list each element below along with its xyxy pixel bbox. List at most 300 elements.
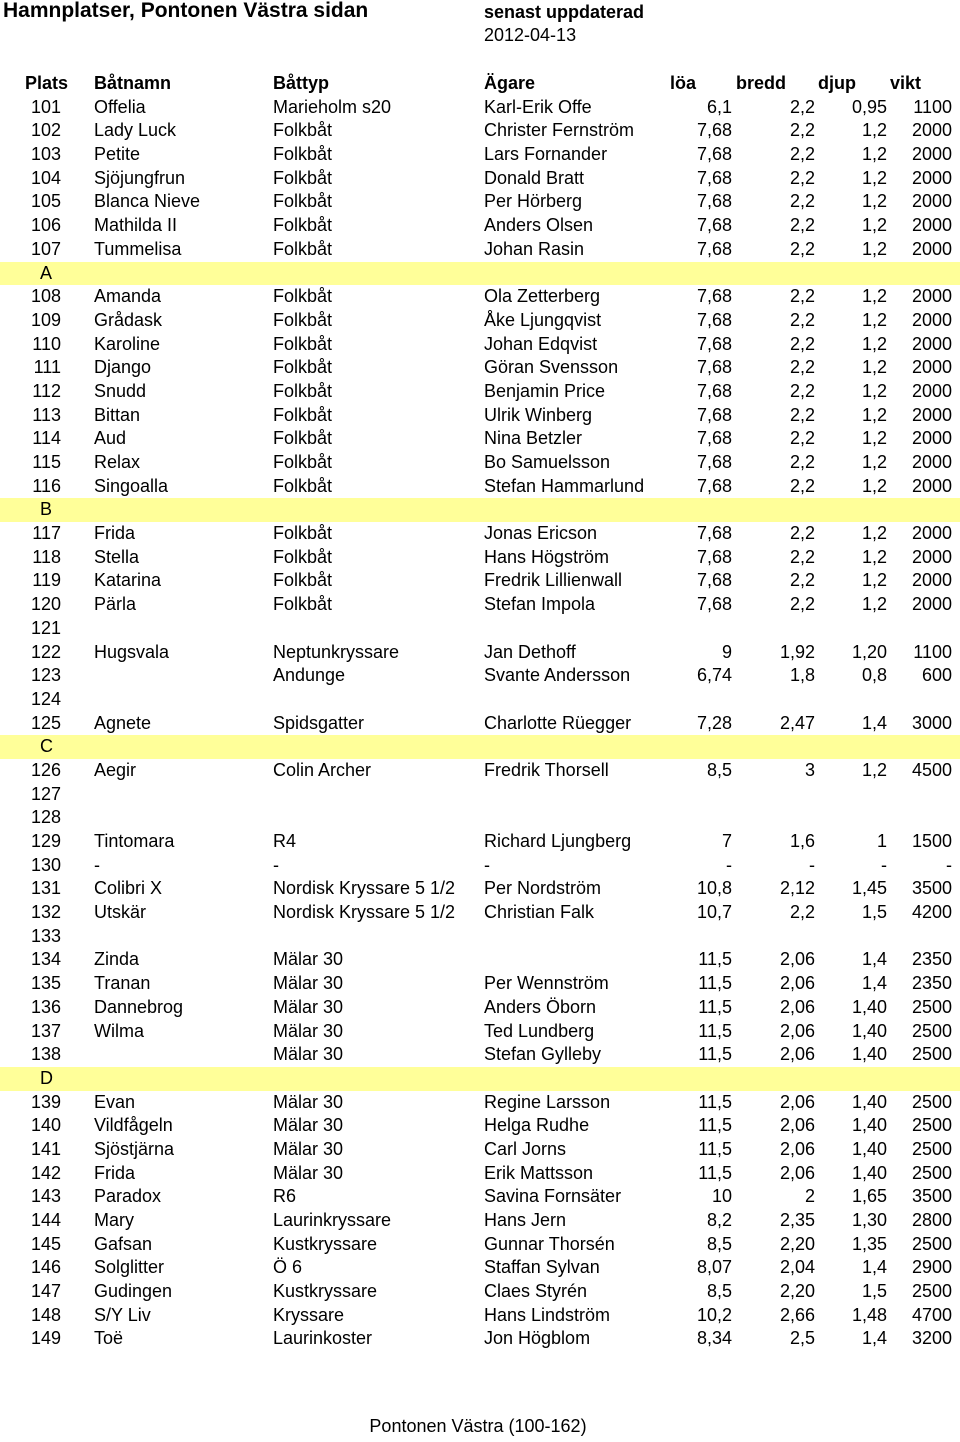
section-label: C: [40, 736, 53, 757]
table-row: [0, 475, 960, 499]
cell-plats: 143: [30, 1186, 61, 1207]
cell-owner: Claes Styrén: [484, 1281, 588, 1302]
cell-vikt: 2500: [911, 1281, 952, 1302]
cell-owner: Ted Lundberg: [484, 1020, 595, 1041]
cell-boat: Dannebrog: [94, 996, 184, 1017]
cell-plats: 102: [30, 120, 61, 141]
cell-vikt: 2000: [911, 357, 952, 378]
cell-djup: 1,48: [851, 1304, 887, 1325]
page-title: Hamnplatser, Pontonen Västra sidan: [3, 0, 369, 22]
cell-vikt: 2000: [911, 475, 952, 496]
cell-djup: 0,8: [861, 665, 887, 686]
cell-plats: 140: [30, 1115, 61, 1136]
cell-owner: Helga Rudhe: [484, 1115, 590, 1136]
cell-bredd: 2,20: [779, 1233, 815, 1254]
cell-boat: Agnete: [94, 712, 152, 733]
cell-vikt: 4200: [911, 902, 952, 923]
cell-boat: Vildfågeln: [94, 1115, 173, 1136]
cell-bredd: 2,2: [789, 96, 815, 117]
cell-owner: Stefan Impola: [484, 594, 596, 615]
table-row: [0, 1138, 960, 1162]
cell-owner: Hans Högström: [484, 546, 610, 567]
cell-djup: 1,2: [861, 238, 887, 259]
cell-boat: S/Y Liv: [94, 1304, 151, 1325]
cell-type: Folkbåt: [273, 594, 333, 615]
cell-loa: 7,68: [696, 404, 732, 425]
cell-owner: Richard Ljungberg: [484, 831, 632, 851]
cell-vikt: 600: [921, 665, 952, 686]
cell-loa: 7,68: [696, 167, 732, 188]
section-row: [0, 735, 960, 759]
cell-djup: 1: [876, 831, 887, 851]
cell-plats: 106: [30, 215, 61, 236]
cell-type: R4: [273, 831, 297, 851]
cell-vikt: 2000: [911, 167, 952, 188]
cell-boat: Karoline: [94, 333, 161, 354]
table-row: [0, 1280, 960, 1304]
cell-vikt: 2500: [911, 1138, 952, 1159]
cell-vikt: 3200: [911, 1328, 952, 1349]
section-label: A: [40, 262, 53, 283]
cell-bredd: 2,06: [779, 1044, 815, 1065]
cell-bredd: 2,06: [779, 1162, 815, 1183]
cell-owner: Johan Rasin: [484, 238, 585, 259]
cell-vikt: 4700: [911, 1304, 952, 1325]
cell-type: Folkbåt: [273, 120, 333, 141]
cell-vikt: 2000: [911, 120, 952, 141]
cell-vikt: 2000: [911, 452, 952, 472]
cell-boat: Tummelisa: [94, 238, 182, 259]
cell-loa: 8,2: [706, 1210, 732, 1230]
table-row: [0, 404, 960, 428]
cell-vikt: 2000: [911, 570, 952, 591]
cell-plats: 135: [30, 973, 61, 994]
cell-djup: 0,95: [851, 96, 887, 117]
cell-plats: 111: [33, 357, 61, 378]
cell-loa: 7,68: [696, 570, 732, 591]
cell-djup: 1,2: [861, 594, 887, 615]
cell-vikt: 3500: [911, 878, 952, 899]
cell-bredd: 1,8: [789, 665, 815, 686]
cell-vikt: 2500: [911, 1044, 952, 1065]
cell-owner: Carl Jorns: [484, 1138, 567, 1159]
cell-boat: -: [94, 854, 100, 875]
cell-plats: 128: [30, 807, 61, 828]
cell-djup: 1,2: [861, 380, 887, 401]
cell-bredd: 2,5: [789, 1328, 815, 1349]
cell-boat: Stella: [94, 546, 140, 567]
cell-type: Mälar 30: [273, 1020, 344, 1041]
table-row: [0, 427, 960, 451]
cell-type: Nordisk Kryssare 5 1/2: [273, 878, 456, 899]
cell-plats: 108: [30, 286, 61, 307]
cell-owner: -: [484, 854, 490, 875]
cell-loa: 7,68: [696, 238, 732, 259]
cell-djup: 1,40: [851, 996, 887, 1017]
cell-owner: Erik Mattsson: [484, 1162, 594, 1183]
cell-loa: 7,68: [696, 191, 732, 212]
cell-type: Folkbåt: [273, 380, 333, 401]
cell-plats: 145: [30, 1233, 61, 1254]
cell-vikt: 2500: [911, 1115, 952, 1136]
cell-owner: Stefan Hammarlund: [484, 475, 645, 496]
table-row: [0, 167, 960, 191]
cell-plats: 112: [32, 380, 61, 401]
table-header: [0, 72, 960, 96]
cell-owner: Lars Fornander: [484, 144, 608, 165]
cell-loa: -: [726, 854, 732, 875]
cell-djup: -: [881, 854, 887, 875]
header-boat-name: Båtnamn: [94, 73, 172, 93]
cell-bredd: 1,92: [779, 641, 815, 662]
table-row: [0, 1327, 960, 1351]
cell-plats: 130: [30, 854, 61, 875]
cell-plats: 124: [30, 688, 61, 709]
cell-djup: 1,2: [861, 759, 887, 780]
cell-type: Folkbåt: [273, 309, 333, 330]
cell-djup: 1,2: [861, 452, 887, 472]
table-row: [0, 830, 960, 854]
cell-djup: 1,40: [851, 1115, 887, 1136]
cell-type: Colin Archer: [273, 759, 372, 780]
cell-djup: 1,40: [851, 1091, 887, 1112]
cell-djup: 1,2: [861, 120, 887, 141]
cell-plats: 116: [32, 475, 61, 496]
table-row: [0, 1114, 960, 1138]
cell-boat: Zinda: [94, 949, 140, 970]
cell-vikt: 2000: [911, 380, 952, 401]
section-row: [0, 1067, 960, 1091]
cell-bredd: 2,2: [789, 428, 815, 449]
cell-djup: 1,2: [861, 333, 887, 354]
cell-type: Folkbåt: [273, 191, 333, 212]
cell-vikt: 2000: [911, 144, 952, 165]
cell-djup: 1,2: [861, 357, 887, 378]
cell-plats: 136: [30, 996, 61, 1017]
cell-owner: Hans Jern: [484, 1210, 567, 1230]
table-row: [0, 1185, 960, 1209]
cell-owner: Ola Zetterberg: [484, 286, 601, 307]
cell-boat: Utskär: [94, 902, 147, 923]
cell-boat: Snudd: [94, 380, 147, 401]
cell-plats: 123: [30, 665, 61, 686]
cell-vikt: 2350: [911, 973, 952, 994]
cell-boat: Aegir: [94, 759, 137, 780]
table-row: [0, 143, 960, 167]
cell-plats: 133: [30, 925, 61, 946]
cell-plats: 147: [30, 1281, 61, 1302]
cell-boat: Colibri X: [94, 878, 163, 899]
cell-loa: 10,8: [696, 878, 732, 899]
cell-loa: 11,5: [698, 949, 732, 970]
cell-bredd: 2,2: [789, 902, 815, 923]
cell-bredd: 2,2: [789, 144, 815, 165]
cell-owner: Ulrik Winberg: [484, 404, 593, 425]
cell-vikt: 3500: [911, 1186, 952, 1207]
cell-loa: 8,07: [696, 1257, 732, 1278]
cell-vikt: 1500: [911, 831, 952, 851]
cell-vikt: 2000: [911, 286, 952, 307]
cell-boat: Paradox: [94, 1186, 162, 1207]
cell-loa: 7,68: [696, 594, 732, 615]
cell-plats: 134: [30, 949, 61, 970]
cell-bredd: 2,2: [789, 191, 815, 212]
cell-vikt: 2350: [911, 949, 952, 970]
cell-bredd: 2,2: [789, 309, 815, 330]
table-row: [0, 96, 960, 120]
cell-loa: 7,68: [696, 523, 732, 544]
cell-type: Laurinkryssare: [273, 1210, 392, 1230]
table-row: [0, 783, 960, 807]
cell-boat: Django: [94, 357, 152, 378]
table-row: [0, 333, 960, 357]
cell-bredd: 2,2: [789, 523, 815, 544]
berth-table: [0, 72, 960, 1351]
cell-bredd: 2,04: [779, 1257, 815, 1278]
table-row: [0, 901, 960, 925]
cell-type: Kustkryssare: [273, 1233, 378, 1254]
cell-type: Marieholm s20: [273, 96, 392, 117]
cell-boat: Wilma: [94, 1020, 144, 1041]
cell-bredd: 2,66: [779, 1304, 815, 1325]
cell-bredd: 2,2: [789, 594, 815, 615]
cell-loa: 11,5: [698, 1115, 732, 1136]
header-plats: Plats: [25, 73, 69, 93]
cell-plats: 105: [30, 191, 61, 212]
cell-vikt: 2000: [911, 309, 952, 330]
table-row: [0, 1233, 960, 1257]
table-row: [0, 119, 960, 143]
cell-plats: 118: [32, 546, 61, 567]
table-row: [0, 238, 960, 262]
cell-type: Folkbåt: [273, 523, 333, 544]
cell-djup: 1,2: [861, 404, 887, 425]
cell-type: Folkbåt: [273, 546, 333, 567]
table-row: [0, 712, 960, 736]
cell-type: Mälar 30: [273, 1138, 344, 1159]
cell-plats: 131: [30, 878, 61, 899]
cell-type: Kustkryssare: [273, 1281, 378, 1302]
cell-loa: 7,68: [696, 215, 732, 236]
cell-vikt: 4500: [911, 759, 952, 780]
table-row: [0, 214, 960, 238]
cell-loa: 10: [711, 1186, 732, 1207]
table-row: [0, 877, 960, 901]
cell-loa: 8,34: [696, 1328, 732, 1349]
cell-plats: 144: [30, 1210, 61, 1230]
cell-loa: 8,5: [706, 1281, 732, 1302]
cell-bredd: 2,2: [789, 570, 815, 591]
cell-djup: 1,45: [851, 878, 887, 899]
cell-type: Nordisk Kryssare 5 1/2: [273, 902, 456, 923]
cell-owner: Johan Edqvist: [484, 333, 598, 354]
cell-boat: Blanca Nieve: [94, 191, 201, 212]
cell-owner: Per Nordström: [484, 878, 602, 899]
cell-djup: 1,65: [851, 1186, 887, 1207]
cell-loa: 7,68: [696, 357, 732, 378]
table-row: [0, 641, 960, 665]
cell-vikt: 1100: [913, 641, 952, 662]
cell-boat: Katarina: [94, 570, 162, 591]
cell-loa: 7,68: [696, 120, 732, 141]
cell-boat: Lady Luck: [94, 120, 177, 141]
cell-bredd: 2: [804, 1186, 815, 1207]
cell-owner: Christian Falk: [484, 902, 595, 923]
table-row: [0, 309, 960, 333]
table-row: [0, 1209, 960, 1233]
cell-bredd: 2,2: [789, 357, 815, 378]
cell-boat: Tintomara: [94, 831, 175, 851]
cell-owner: Jan Dethoff: [484, 641, 576, 662]
cell-loa: 7,68: [696, 309, 732, 330]
cell-boat: Solglitter: [94, 1257, 165, 1278]
cell-bredd: 2,35: [779, 1210, 815, 1230]
cell-djup: 1,2: [861, 309, 887, 330]
cell-type: Folkbåt: [273, 404, 333, 425]
updated-label: senast uppdaterad: [484, 2, 645, 22]
cell-owner: Åke Ljungqvist: [484, 309, 602, 330]
cell-boat: Offelia: [94, 96, 146, 117]
cell-vikt: 2000: [911, 238, 952, 259]
cell-vikt: 2000: [911, 215, 952, 236]
cell-boat: Sjöstjärna: [94, 1138, 175, 1159]
cell-plats: 117: [32, 523, 61, 544]
cell-type: Ö 6: [273, 1257, 303, 1278]
cell-vikt: 2500: [911, 1162, 952, 1183]
cell-plats: 141: [30, 1138, 61, 1159]
cell-plats: 132: [30, 902, 61, 923]
cell-owner: Donald Bratt: [484, 167, 585, 188]
cell-bredd: 2,2: [789, 286, 815, 307]
cell-boat: Sjöjungfrun: [94, 167, 186, 188]
table-row: [0, 285, 960, 309]
cell-owner: Svante Andersson: [484, 665, 631, 686]
cell-type: Neptunkryssare: [273, 641, 400, 662]
cell-djup: 1,2: [861, 546, 887, 567]
cell-plats: 120: [30, 594, 61, 615]
cell-owner: Hans Lindström: [484, 1304, 611, 1325]
cell-plats: 139: [30, 1091, 61, 1112]
cell-loa: 7,68: [696, 286, 732, 307]
cell-plats: 113: [32, 404, 61, 425]
cell-vikt: 3000: [911, 712, 952, 733]
cell-loa: 9: [721, 641, 732, 662]
cell-plats: 107: [30, 238, 61, 259]
cell-djup: 1,2: [861, 191, 887, 212]
table-row: [0, 972, 960, 996]
cell-boat: Frida: [94, 523, 136, 544]
cell-vikt: 2000: [911, 594, 952, 615]
cell-boat: Singoalla: [94, 475, 169, 496]
cell-loa: 6,1: [706, 96, 732, 117]
cell-boat: Amanda: [94, 286, 162, 307]
cell-djup: 1,2: [861, 523, 887, 544]
cell-plats: 125: [30, 712, 61, 733]
cell-vikt: -: [946, 854, 952, 875]
cell-bredd: 2,12: [779, 878, 815, 899]
cell-loa: 7,68: [696, 475, 732, 496]
header-boat-type: Båttyp: [273, 73, 330, 93]
cell-loa: 7,68: [696, 428, 732, 449]
cell-plats: 114: [32, 428, 61, 449]
cell-djup: 1,4: [861, 1328, 887, 1349]
cell-djup: 1,2: [861, 286, 887, 307]
cell-bredd: 2,2: [789, 167, 815, 188]
cell-djup: 1,35: [851, 1233, 887, 1254]
table-row: [0, 854, 960, 878]
cell-vikt: 2000: [911, 404, 952, 425]
cell-bredd: 3: [804, 759, 815, 780]
cell-boat: Bittan: [94, 404, 141, 425]
cell-plats: 110: [32, 333, 61, 354]
cell-type: Spidsgatter: [273, 712, 365, 733]
cell-vikt: 2900: [911, 1257, 952, 1278]
cell-bredd: -: [809, 854, 815, 875]
cell-plats: 148: [30, 1304, 61, 1325]
cell-plats: 127: [30, 783, 61, 804]
cell-loa: 10,7: [696, 902, 732, 923]
cell-plats: 103: [30, 144, 61, 165]
header-loa: löa: [670, 73, 697, 93]
cell-owner: Gunnar Thorsén: [484, 1233, 615, 1254]
cell-loa: 11,5: [698, 1162, 732, 1183]
cell-type: Folkbåt: [273, 428, 333, 449]
cell-boat: Hugsvala: [94, 641, 170, 662]
cell-type: Folkbåt: [273, 215, 333, 236]
table-row: [0, 688, 960, 712]
cell-boat: Relax: [94, 452, 141, 472]
cell-bredd: 2,2: [789, 380, 815, 401]
cell-owner: Bo Samuelsson: [484, 452, 611, 472]
cell-type: Andunge: [273, 665, 346, 686]
cell-plats: 121: [30, 617, 61, 638]
cell-bredd: 2,06: [779, 996, 815, 1017]
cell-plats: 142: [30, 1162, 61, 1183]
cell-loa: 11,5: [698, 1020, 732, 1041]
header-width: bredd: [736, 73, 787, 93]
table-body: [0, 96, 960, 1351]
table-row: [0, 1043, 960, 1067]
cell-bredd: 1,6: [789, 831, 815, 851]
cell-bredd: 2,2: [789, 120, 815, 141]
cell-bredd: 2,47: [779, 712, 815, 733]
cell-vikt: 2000: [911, 428, 952, 449]
cell-owner: Christer Fernström: [484, 120, 635, 141]
cell-bredd: 2,06: [779, 973, 815, 994]
cell-plats: 122: [30, 641, 61, 662]
cell-type: -: [273, 854, 279, 875]
cell-bredd: 2,06: [779, 1115, 815, 1136]
cell-loa: 11,5: [698, 1138, 732, 1159]
cell-bredd: 2,06: [779, 1138, 815, 1159]
table-row: [0, 380, 960, 404]
cell-djup: 1,2: [861, 215, 887, 236]
cell-djup: 1,4: [861, 949, 887, 970]
cell-loa: 11,5: [698, 996, 732, 1017]
table-row: [0, 617, 960, 641]
cell-djup: 1,40: [851, 1138, 887, 1159]
cell-plats: 146: [30, 1257, 61, 1278]
cell-djup: 1,20: [851, 641, 887, 662]
cell-owner: Anders Olsen: [484, 215, 594, 236]
table-row: [0, 948, 960, 972]
section-row: [0, 498, 960, 522]
table-row: [0, 806, 960, 830]
cell-owner: Nina Betzler: [484, 428, 583, 449]
cell-vikt: 2500: [911, 1020, 952, 1041]
table-row: [0, 190, 960, 214]
cell-loa: 7,28: [696, 712, 732, 733]
